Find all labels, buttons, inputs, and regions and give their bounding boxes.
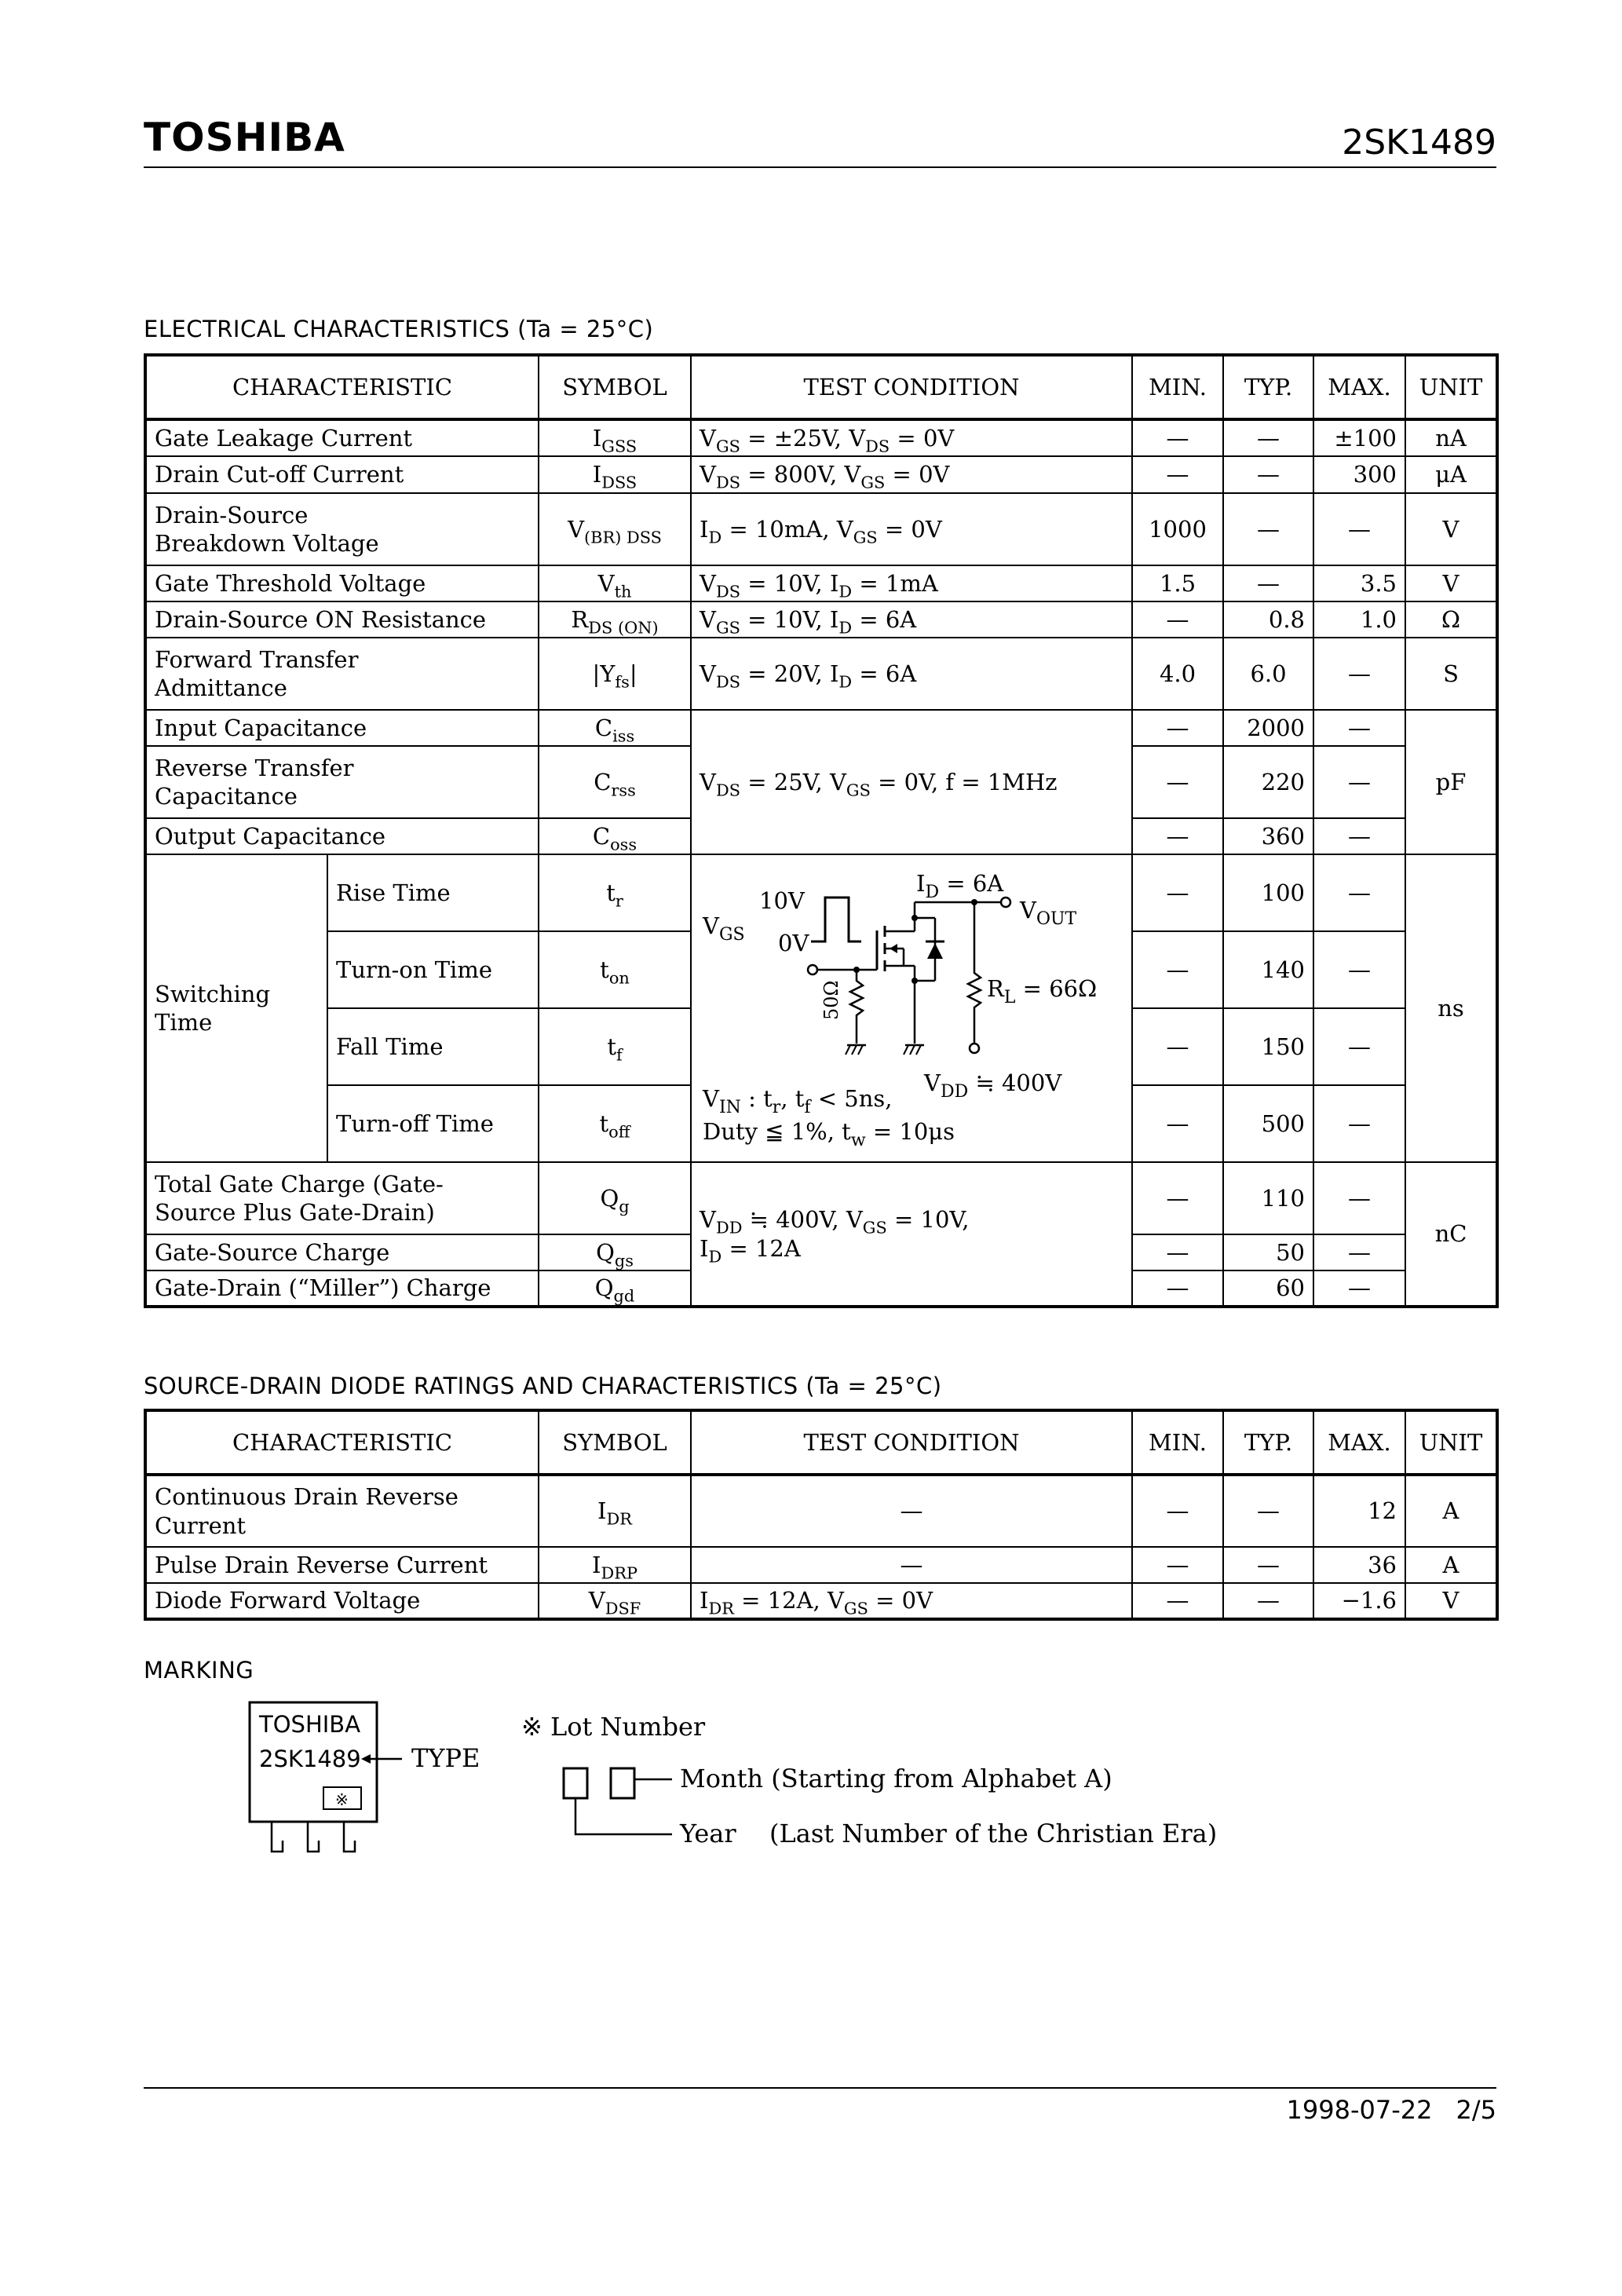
vdd-terminal: [970, 1044, 979, 1053]
table-row: [145, 493, 1497, 565]
max-value: 12: [1313, 1475, 1405, 1547]
rl-label: $R_L = 66\Omega$: [987, 975, 1098, 1007]
min-value: —: [1132, 1162, 1223, 1234]
min-value: —: [1132, 1583, 1223, 1619]
typ-value: 0.8: [1223, 601, 1313, 638]
table-row: [145, 1583, 1497, 1619]
input-terminal: [808, 965, 817, 974]
symbol: $C_{iss}$: [539, 710, 691, 746]
max-value: 3.5: [1313, 565, 1405, 601]
col-unit: UNIT: [1405, 355, 1497, 419]
char-name: Drain-Source ON Resistance: [145, 601, 539, 638]
typ-value: 150: [1223, 1008, 1313, 1085]
electrical-table: [144, 353, 1499, 1308]
header-rule: [144, 166, 1496, 168]
min-value: —: [1132, 419, 1223, 456]
typ-value: 220: [1223, 746, 1313, 818]
max-value: —: [1313, 1085, 1405, 1162]
char-name: Reverse Transfer Capacitance: [145, 746, 539, 818]
marking-title: MARKING: [144, 1657, 254, 1684]
test-condition: $V_{DS} = 800V$, $V_{GS} = 0V$: [691, 456, 1132, 493]
table-row: [145, 565, 1497, 601]
char-name: Input Capacitance: [145, 710, 539, 746]
col-min: MIN.: [1132, 355, 1223, 419]
gate-resistor: [850, 970, 863, 1044]
typ-value: —: [1223, 419, 1313, 456]
max-value: —: [1313, 1270, 1405, 1307]
vgs-label: $V_{GS}$: [703, 912, 745, 945]
test-condition: $V_{GS} = 10V$, $I_D = 6A$: [691, 601, 1132, 638]
max-value: —: [1313, 1008, 1405, 1085]
typ-value: 60: [1223, 1270, 1313, 1307]
test-condition: —: [691, 1475, 1132, 1547]
char-name: Forward Transfer Admittance: [145, 638, 539, 710]
body-diode: [927, 943, 943, 959]
v10-label: 10V: [759, 887, 805, 914]
char-name: Total Gate Charge (Gate- Source Plus Gate-Drain): [145, 1162, 539, 1234]
symbol: $t_{on}$: [539, 931, 691, 1008]
char-name: Gate-Drain (“Miller”) Charge: [145, 1270, 539, 1307]
package-type: 2SK1489: [259, 1746, 361, 1772]
symbol: $|Y_{fs}|$: [539, 638, 691, 710]
typ-value: 360: [1223, 818, 1313, 854]
typ-value: —: [1223, 456, 1313, 493]
test-condition: $V_{DS} = 20V$, $I_D = 6A$: [691, 638, 1132, 710]
marking-diagram: [236, 1696, 1335, 1885]
symbol: $I_{DSS}$: [539, 456, 691, 493]
typ-value: 100: [1223, 854, 1313, 931]
col-unit: UNIT: [1405, 1410, 1497, 1475]
max-value: —: [1313, 710, 1405, 746]
header-row: [145, 355, 1497, 419]
typ-value: 110: [1223, 1162, 1313, 1234]
col-symbol: SYMBOL: [539, 355, 691, 419]
char-name: Gate Threshold Voltage: [145, 565, 539, 601]
table-row: [145, 456, 1497, 493]
v0-label: 0V: [778, 930, 809, 956]
max-value: —: [1313, 746, 1405, 818]
char-name: Turn-off Time: [327, 1085, 539, 1162]
unit: μA: [1405, 456, 1497, 493]
symbol: $Q_g$: [539, 1162, 691, 1234]
symbol: $I_{DR}$: [539, 1475, 691, 1547]
char-name: Output Capacitance: [145, 818, 539, 854]
min-value: —: [1132, 1547, 1223, 1583]
char-name: Continuous Drain Reverse Current: [145, 1475, 539, 1547]
max-value: —: [1313, 854, 1405, 931]
min-value: —: [1132, 1475, 1223, 1547]
test-condition: —: [691, 1547, 1132, 1583]
min-value: 4.0: [1132, 638, 1223, 710]
unit: A: [1405, 1475, 1497, 1547]
test-condition: $V_{GS} = \pm 25V$, $V_{DS} = 0V$: [691, 419, 1132, 456]
min-value: 1.5: [1132, 565, 1223, 601]
min-value: —: [1132, 931, 1223, 1008]
id-label: $I_D = 6A$: [916, 870, 1004, 902]
table-row: [145, 419, 1497, 456]
month-letter-box: [611, 1768, 634, 1798]
header-row: [145, 1410, 1497, 1475]
char-name: Gate Leakage Current: [145, 419, 539, 456]
test-condition: $I_{DR} = 12A$, $V_{GS} = 0V$: [691, 1583, 1132, 1619]
char-name: Diode Forward Voltage: [145, 1583, 539, 1619]
switching-time-group: Switching Time: [145, 854, 327, 1162]
year-label: Year: [680, 1819, 736, 1848]
char-name: Rise Time: [327, 854, 539, 931]
min-value: —: [1132, 710, 1223, 746]
duty-note: Duty ≦ 1%, $t_w = 10\mu s$: [703, 1118, 955, 1150]
typ-value: 50: [1223, 1234, 1313, 1270]
vin-note: $V_{IN}$ : $t_r$, $t_f < 5ns$,: [703, 1085, 893, 1117]
footer-page: 2/5: [1456, 2095, 1496, 2125]
col-characteristic: CHARACTERISTIC: [145, 1410, 539, 1475]
col-typ: TYP.: [1223, 355, 1313, 419]
switching-unit: ns: [1405, 854, 1497, 1162]
brand-logo: TOSHIBA: [144, 115, 345, 160]
lot-number-title: ※ Lot Number: [521, 1712, 706, 1742]
electrical-section-title: ELECTRICAL CHARACTERISTICS (Ta = 25°C): [144, 316, 654, 342]
footer-rule: [144, 2087, 1496, 2089]
symbol: $C_{oss}$: [539, 818, 691, 854]
package-brand: TOSHIBA: [259, 1711, 361, 1738]
char-name: Drain-Source Breakdown Voltage: [145, 493, 539, 565]
lead-1: [272, 1822, 283, 1852]
min-value: —: [1132, 854, 1223, 931]
col-test-condition: TEST CONDITION: [691, 355, 1132, 419]
table-row: [145, 601, 1497, 638]
min-value: —: [1132, 601, 1223, 638]
table-row: [145, 710, 1497, 746]
max-value: —: [1313, 1162, 1405, 1234]
table-row: [145, 638, 1497, 710]
col-test-condition: TEST CONDITION: [691, 1410, 1132, 1475]
unit: V: [1405, 565, 1497, 601]
switching-circuit-diagram: [692, 855, 1131, 1161]
unit: A: [1405, 1547, 1497, 1583]
switching-test-circuit: [691, 854, 1132, 1162]
footer-date: 1998-07-22: [1286, 2095, 1433, 2125]
table-row: [145, 854, 1497, 931]
typ-value: —: [1223, 1547, 1313, 1583]
col-max: MAX.: [1313, 1410, 1405, 1475]
max-value: —: [1313, 1234, 1405, 1270]
load-resistor: [968, 902, 981, 1044]
test-condition: $I_D = 10mA$, $V_{GS} = 0V$: [691, 493, 1132, 565]
charge-test-condition: $V_{DD}$ ≒ 400V, $V_{GS} = 10V$, $I_D = 12A$: [691, 1162, 1132, 1307]
vout-label: $V_{OUT}$: [1020, 897, 1077, 929]
col-min: MIN.: [1132, 1410, 1223, 1475]
symbol: $V_{(BR) DSS}$: [539, 493, 691, 565]
col-max: MAX.: [1313, 355, 1405, 419]
min-value: —: [1132, 1008, 1223, 1085]
test-condition: $V_{DS} = 10V$, $I_D = 1mA$: [691, 565, 1132, 601]
symbol: $C_{rss}$: [539, 746, 691, 818]
table-row: [145, 1475, 1497, 1547]
col-symbol: SYMBOL: [539, 1410, 691, 1475]
min-value: —: [1132, 1234, 1223, 1270]
r50-label: 50Ω: [820, 980, 843, 1020]
year-digit-box: [564, 1768, 587, 1798]
max-value: —: [1313, 638, 1405, 710]
max-value: —: [1313, 493, 1405, 565]
type-label: TYPE: [411, 1743, 480, 1773]
typ-value: —: [1223, 1583, 1313, 1619]
max-value: 1.0: [1313, 601, 1405, 638]
symbol: $Q_{gd}$: [539, 1270, 691, 1307]
table-row: [145, 1162, 1497, 1234]
symbol: $t_r$: [539, 854, 691, 931]
typ-value: —: [1223, 493, 1313, 565]
symbol: $V_{DSF}$: [539, 1583, 691, 1619]
pulse-waveform: [811, 898, 861, 941]
lot-mark: ※: [335, 1790, 349, 1809]
col-typ: TYP.: [1223, 1410, 1313, 1475]
capacitance-test-condition: $V_{DS} = 25V$, $V_{GS} = 0V$, f = 1MHz: [691, 710, 1132, 854]
footer: [1263, 2095, 1496, 2125]
char-name: Gate-Source Charge: [145, 1234, 539, 1270]
part-number: 2SK1489: [1342, 122, 1496, 163]
symbol: $V_{th}$: [539, 565, 691, 601]
lead-3: [344, 1822, 355, 1852]
diode-table: [144, 1409, 1499, 1621]
char-name: Drain Cut-off Current: [145, 456, 539, 493]
month-label: Month (Starting from Alphabet A): [680, 1764, 1112, 1793]
typ-value: 140: [1223, 931, 1313, 1008]
unit: Ω: [1405, 601, 1497, 638]
symbol: $R_{DS (ON)}$: [539, 601, 691, 638]
max-value: −1.6: [1313, 1583, 1405, 1619]
vdd-label: $V_{DD}$ ≒ 400V: [924, 1069, 1062, 1102]
unit: S: [1405, 638, 1497, 710]
typ-value: 2000: [1223, 710, 1313, 746]
symbol: $I_{DRP}$: [539, 1547, 691, 1583]
max-value: —: [1313, 818, 1405, 854]
diode-section-title: SOURCE-DRAIN DIODE RATINGS AND CHARACTERISTICS (Ta = 25°C): [144, 1373, 942, 1399]
table-row: [145, 1547, 1497, 1583]
max-value: ±100: [1313, 419, 1405, 456]
symbol: $t_{off}$: [539, 1085, 691, 1162]
typ-value: 500: [1223, 1085, 1313, 1162]
char-name: Turn-on Time: [327, 931, 539, 1008]
lead-2: [308, 1822, 319, 1852]
min-value: —: [1132, 746, 1223, 818]
char-name: Fall Time: [327, 1008, 539, 1085]
typ-value: —: [1223, 565, 1313, 601]
char-name: Pulse Drain Reverse Current: [145, 1547, 539, 1583]
typ-value: —: [1223, 1475, 1313, 1547]
output-terminal: [1001, 898, 1010, 907]
charge-unit: nC: [1405, 1162, 1497, 1307]
typ-value: 6.0: [1223, 638, 1313, 710]
max-value: 36: [1313, 1547, 1405, 1583]
min-value: —: [1132, 818, 1223, 854]
symbol: $Q_{gs}$: [539, 1234, 691, 1270]
unit: V: [1405, 1583, 1497, 1619]
unit: nA: [1405, 419, 1497, 456]
min-value: —: [1132, 1270, 1223, 1307]
min-value: —: [1132, 1085, 1223, 1162]
year-note: (Last Number of the Christian Era): [769, 1819, 1218, 1848]
max-value: 300: [1313, 456, 1405, 493]
unit: V: [1405, 493, 1497, 565]
min-value: 1000: [1132, 493, 1223, 565]
symbol: $I_{GSS}$: [539, 419, 691, 456]
symbol: $t_f$: [539, 1008, 691, 1085]
col-characteristic: CHARACTERISTIC: [145, 355, 539, 419]
max-value: —: [1313, 931, 1405, 1008]
capacitance-unit: pF: [1405, 710, 1497, 854]
min-value: —: [1132, 456, 1223, 493]
